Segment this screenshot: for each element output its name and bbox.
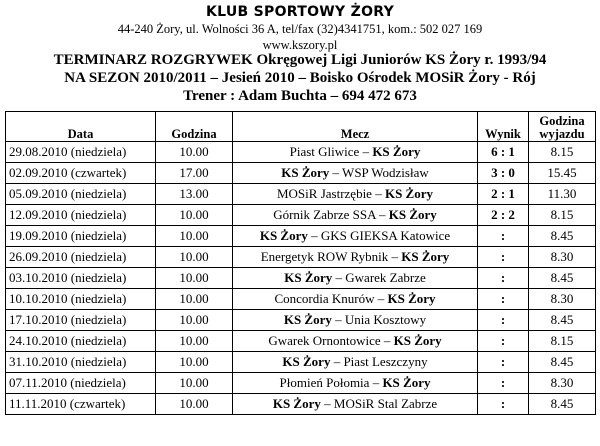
match-teams [233, 226, 478, 247]
home-team: Gwarek Ornontowice [268, 333, 381, 348]
match-separator: – [380, 333, 394, 348]
home-team: Płomień Połomia [279, 375, 370, 390]
away-team: KS Żory [384, 186, 433, 201]
table-row [6, 205, 596, 226]
table-row [6, 394, 596, 415]
kickoff-time: 10.00 [156, 373, 233, 394]
kickoff-time: 10.00 [156, 268, 233, 289]
match-separator: – [329, 165, 343, 180]
away-team: KS Żory [387, 291, 436, 306]
match-separator: – [374, 291, 388, 306]
column-header-match: Mecz [233, 112, 478, 142]
away-team: GKS GIEKSA Katowice [320, 228, 451, 243]
match-teams [233, 247, 478, 268]
departure-time: 8.15 [529, 142, 596, 163]
match-teams [233, 331, 478, 352]
column-header-date: Data [6, 112, 156, 142]
away-team: Unia Kosztowy [344, 312, 427, 327]
match-result: 3 : 0 [478, 163, 529, 184]
table-row [6, 226, 596, 247]
column-header-time: Godzina [156, 112, 233, 142]
match-date: 29.08.2010 (niedziela) [6, 142, 156, 163]
match-separator: – [332, 270, 346, 285]
kickoff-time: 10.00 [156, 394, 233, 415]
match-result: : [478, 226, 529, 247]
match-teams [233, 163, 478, 184]
table-row [6, 247, 596, 268]
away-team: Piast Leszczyny [343, 354, 428, 369]
home-team: KS Żory [283, 312, 332, 327]
away-team: WSP Wodzisław [342, 165, 429, 180]
departure-time: 8.30 [529, 289, 596, 310]
match-teams [233, 373, 478, 394]
match-date: 05.09.2010 (niedziela) [6, 184, 156, 205]
kickoff-time: 10.00 [156, 226, 233, 247]
match-separator: – [307, 228, 321, 243]
match-result: : [478, 352, 529, 373]
home-team: KS Żory [282, 354, 331, 369]
match-separator: – [359, 144, 373, 159]
match-separator: – [388, 249, 402, 264]
match-teams [233, 289, 478, 310]
match-result: : [478, 310, 529, 331]
kickoff-time: 10.00 [156, 352, 233, 373]
kickoff-time: 10.00 [156, 310, 233, 331]
match-date: 17.10.2010 (niedziela) [6, 310, 156, 331]
home-team: KS Żory [259, 228, 308, 243]
departure-time: 11.30 [529, 184, 596, 205]
home-team: KS Żory [272, 396, 321, 411]
home-team: Piast Gliwice [289, 144, 360, 159]
match-date: 19.09.2010 (niedziela) [6, 226, 156, 247]
home-team: Energetyk ROW Rybnik [260, 249, 389, 264]
table-row [6, 310, 596, 331]
schedule-title: TERMINARZ ROZGRYWEK Okręgowej Ligi Juniorów KS Żory r. 1993/94 [53, 52, 547, 68]
kickoff-time: 10.00 [156, 247, 233, 268]
match-date: 11.11.2010 (czwartek) [6, 394, 156, 415]
away-team: KS Żory [382, 375, 431, 390]
season-subtitle: NA SEZON 2010/2011 – Jesień 2010 – Boisko Ośrodek MOSiR Żory - Rój [64, 70, 536, 86]
column-header-result: Wynik [478, 112, 529, 142]
match-date: 26.09.2010 (niedziela) [6, 247, 156, 268]
away-team: KS Żory [372, 144, 421, 159]
match-teams [233, 394, 478, 415]
departure-time: 8.15 [529, 205, 596, 226]
match-date: 12.09.2010 (niedziela) [6, 205, 156, 226]
match-date: 31.10.2010 (niedziela) [6, 352, 156, 373]
column-header-departure: Godzina wyjazdu [529, 112, 596, 142]
match-result: : [478, 331, 529, 352]
kickoff-time: 13.00 [156, 184, 233, 205]
coach-line: Trener : Adam Buchta – 694 472 673 [183, 88, 417, 104]
fixtures-body [6, 142, 596, 415]
match-teams [233, 142, 478, 163]
table-row [6, 184, 596, 205]
match-date: 10.10.2010 (niedziela) [6, 289, 156, 310]
table-row [6, 352, 596, 373]
departure-time: 8.45 [529, 352, 596, 373]
match-result: 2 : 2 [478, 205, 529, 226]
club-name: KLUB SPORTOWY ŻORY [205, 4, 395, 20]
home-team: Concordia Knurów [274, 291, 375, 306]
match-date: 07.11.2010 (niedziela) [6, 373, 156, 394]
match-result: : [478, 394, 529, 415]
away-team: Gwarek Zabrze [345, 270, 426, 285]
match-separator: – [320, 396, 334, 411]
match-separator: – [331, 312, 345, 327]
table-row [6, 268, 596, 289]
match-result: : [478, 373, 529, 394]
departure-time: 8.45 [529, 310, 596, 331]
match-teams [233, 352, 478, 373]
departure-time: 8.15 [529, 331, 596, 352]
match-teams [233, 184, 478, 205]
table-header-row [6, 112, 596, 142]
match-teams [233, 310, 478, 331]
kickoff-time: 10.00 [156, 289, 233, 310]
match-separator: – [375, 207, 389, 222]
fixtures-table [5, 111, 596, 415]
match-date: 24.10.2010 (niedziela) [6, 331, 156, 352]
departure-time: 8.45 [529, 268, 596, 289]
kickoff-time: 10.00 [156, 331, 233, 352]
match-teams [233, 268, 478, 289]
match-date: 03.10.2010 (niedziela) [6, 268, 156, 289]
away-team: MOSiR Stal Zabrze [333, 396, 438, 411]
departure-time: 8.30 [529, 373, 596, 394]
home-team: KS Żory [281, 165, 330, 180]
away-team: KS Żory [401, 249, 450, 264]
club-website: www.kszory.pl [262, 38, 338, 52]
table-row [6, 373, 596, 394]
kickoff-time: 17.00 [156, 163, 233, 184]
table-row [6, 289, 596, 310]
table-row [6, 331, 596, 352]
departure-time: 8.45 [529, 226, 596, 247]
match-result: : [478, 268, 529, 289]
home-team: Górnik Zabrze SSA [273, 207, 376, 222]
departure-time: 8.30 [529, 247, 596, 268]
departure-time: 15.45 [529, 163, 596, 184]
match-result: 6 : 1 [478, 142, 529, 163]
match-teams [233, 205, 478, 226]
kickoff-time: 10.00 [156, 142, 233, 163]
table-row [6, 142, 596, 163]
match-result: : [478, 289, 529, 310]
match-result: : [478, 247, 529, 268]
match-date: 02.09.2010 (czwartek) [6, 163, 156, 184]
home-team: MOSiR Jastrzębie [276, 186, 372, 201]
home-team: KS Żory [284, 270, 333, 285]
match-separator: – [330, 354, 344, 369]
match-result: 2 : 1 [478, 184, 529, 205]
away-team: KS Żory [393, 333, 442, 348]
kickoff-time: 10.00 [156, 205, 233, 226]
match-separator: – [371, 186, 385, 201]
match-separator: – [369, 375, 383, 390]
away-team: KS Żory [388, 207, 437, 222]
club-address: 44-240 Żory, ul. Wolności 36 A, tel/fax (32)4341751, kom.: 502 027 169 [117, 22, 483, 36]
departure-time: 8.45 [529, 394, 596, 415]
table-row [6, 163, 596, 184]
